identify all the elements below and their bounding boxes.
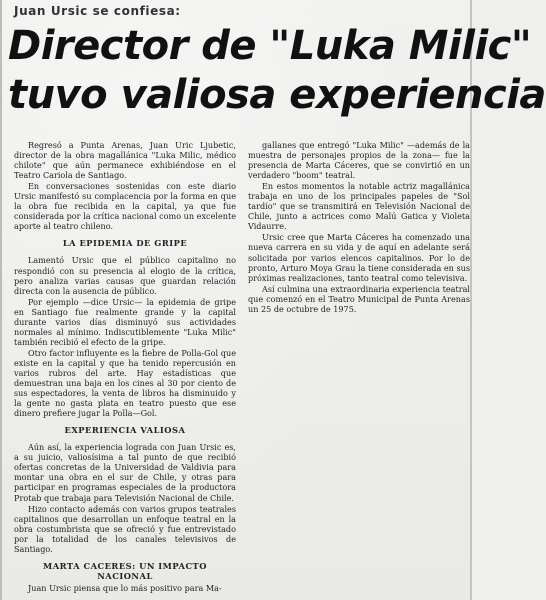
paragraph: En estos momentos la notable actriz magallánica trabaja en uno de los principales papeles de "Sol tardío" que se transmitirá en Televisión Nacional de Chile, junto a actrices como Malú Gatica y Violeta Vidaurre. (248, 181, 470, 232)
subheading: EXPERIENCIA VALIOSA (64, 425, 186, 436)
headline (8, 22, 546, 120)
paragraph: Ursic cree que Marta Cáceres ha comenzado una nueva carrera en su vida y de aquí en adelante será solicitada por varios elencos capitalinos. Por lo de pronto, Arturo Moya Grau la tiene considerada en sus próximas realizaciones, tanto teatral como televisiva. (248, 232, 470, 283)
paragraph: Por ejemplo —dice Ursic— la epidemia de gripe en Santiago fue realmente grande y la capital durante varios días disminuyó sus actividades normales al mínimo. Indiscutiblemente "Luka Milic" también recibió el efecto de la gripe. (14, 296, 236, 347)
article-column-right (248, 140, 470, 315)
headline-line-2: tuvo valiosa experiencia (8, 72, 546, 118)
headline-line-1: Director de "Luka Milic" (8, 23, 532, 69)
subheading: LA EPIDEMIA DE GRIPE (62, 238, 188, 249)
paragraph: Hizo contacto además con varios grupos teatrales capitalinos que desarrollan un enfoque teatral en la obra costumbrista que se ofreció y fue entrevistado por la totalidad de los canales televisivos de Santiago. (14, 503, 236, 554)
article-column-left (14, 140, 236, 594)
paragraph: Juan Ursic piensa que lo más positivo para Ma- (28, 582, 222, 593)
paragraph: gallanes que entregó "Luka Milic" —además de la muestra de personajes propios de la zona— fue la presencia de Marta Cáceres, que se convirtió en un verdadero "boom" teatral. (248, 140, 470, 181)
kicker: Juan Ursic se confiesa: (14, 4, 181, 18)
paragraph: Aún así, la experiencia lograda con Juan Ursic es, a su juicio, valiosísima a tal punto de que recibió ofertas concretas de la Universidad de Valdivia para montar una obra en el sur de Chile, y otras para participar en programas especiales de la productora Protab que trabaja para Televisión Nacional de Chile. (14, 442, 236, 503)
subheading: MARTA CACERES: UN IMPACTO NACIONAL (43, 560, 207, 581)
paragraph: Regresó a Punta Arenas, Juan Uric Ljubetic, director de la obra magallánica "Luka Milic, médico chilote" que aún permanece exhibiéndose en el Teatro Cariola de Santiago. (14, 140, 236, 181)
paragraph: Lamentó Ursic que el público capitalino no respondió con su presencia al elogio de la crítica, pero analiza varias causas que guardan relación directa con la ausencia de público. (14, 255, 236, 296)
paragraph: Así culmina una extraordinaria experiencia teatral que comenzó en el Teatro Municipal de Punta Arenas un 25 de octubre de 1975. (248, 283, 470, 314)
paragraph: En conversaciones sostenidas con este diario Ursic manifestó su complacencia por la forma en que la obra fue recibida en la capital, ya que fue considerada por la crítica nacional como un excelente aporte al teatro chileno. (14, 181, 236, 232)
paragraph: Otro factor influyente es la fiebre de Polla-Gol que existe en la capital y que ha tenido repercusión en varios rubros del arte. Hay estadísticas que demuestran una baja en los cines al 30 por ciento de sus espectadores, la venta de libros ha disminuido y la gente no gasta plata en teatro puesto que ese dinero prefiere jugar la Polla—Gol. (14, 347, 236, 419)
